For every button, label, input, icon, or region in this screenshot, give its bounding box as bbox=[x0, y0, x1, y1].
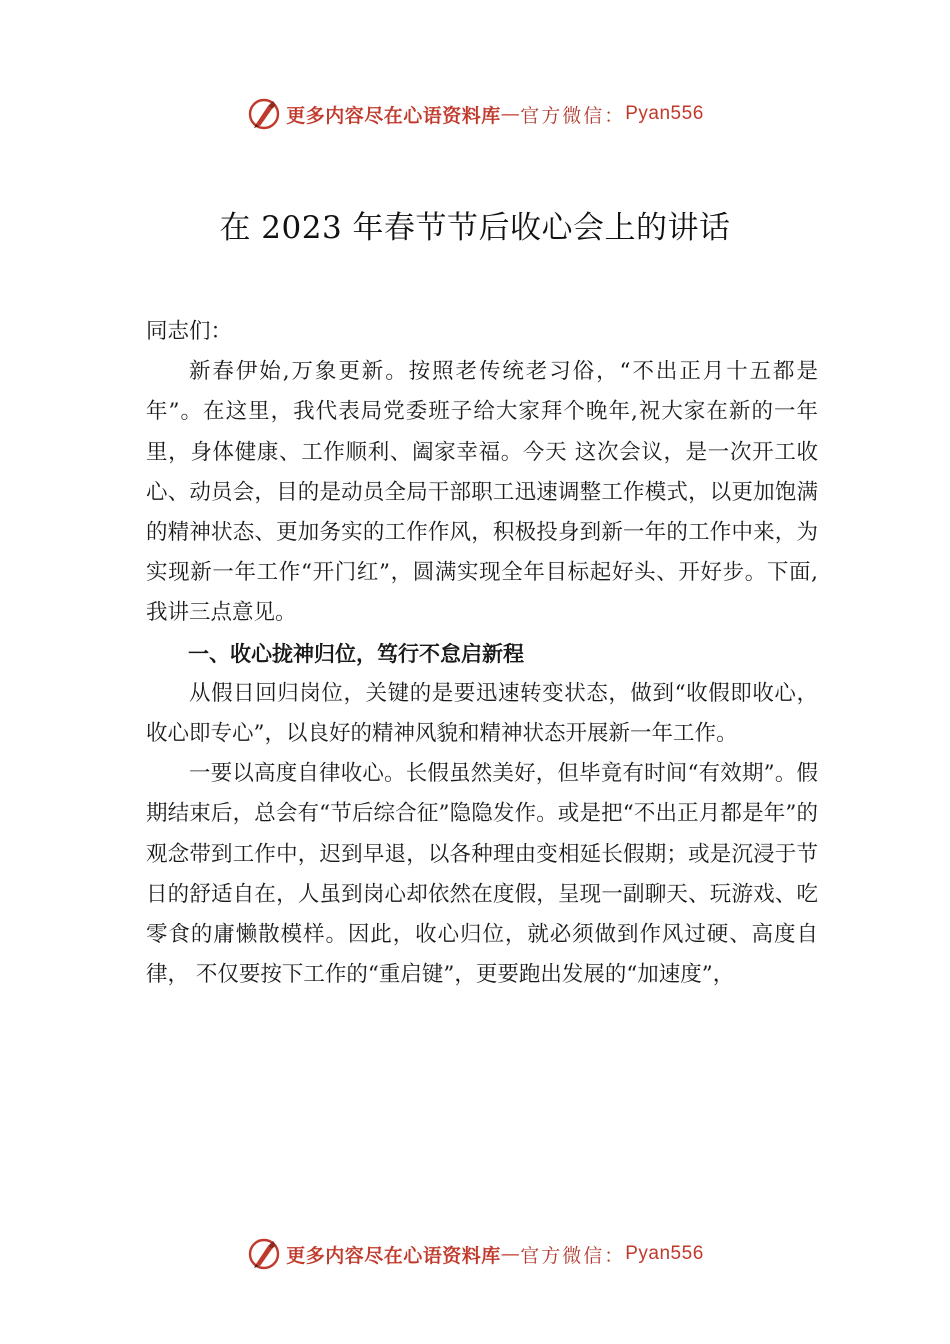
salutation: 同志们： bbox=[146, 319, 233, 344]
watermark-footer bbox=[0, 1232, 950, 1276]
body-paragraph: 一要以高度自律收心。长假虽然美好，但毕竟有时间“有效期”。假期结束后，总会有“节后综合征”隐隐发作。或是把“不出正月都是年”的观念带到工作中，迟到早退，以各种理由变相延长假期；或是沉浸于节日的舒适自在，人虽到岗心却依然在度假，呈现一副聊天、玩游戏、吃零食的庸懒散模样。因此，收心归位，就必须做到作风过硬、高度自律， 不仅要按下工作的“重启键”，更要跑出发展的“加速度”， bbox=[146, 761, 818, 988]
section-heading: 一、收心拢神归位，笃行不怠启新程 bbox=[188, 641, 524, 666]
watermark-dash: — bbox=[500, 1243, 521, 1265]
document-body bbox=[146, 312, 818, 995]
watermark-wechat-id: Pyan556 bbox=[625, 103, 704, 124]
body-paragraph: 新春伊始,万象更新。按照老传统老习俗，“不出正月十五都是年”。在这里，我代表局党委班子给大家拜个晚年,祝大家在新的一年里，身体健康、工作顺利、阖家幸福。今天 这次会议，是一次开工收心、动员会，目的是动员全局干部职工迅速调整工作模式，以更加饱满的精神状态、更加务实的工作作风，积极投身到新一年的工作中来，为实现新一年工作“开门红”，圆满实现全年目标起好头、开好步。下面,我讲三点意见。 bbox=[146, 359, 818, 626]
watermark-library-text: 更多内容尽在心语资料库 bbox=[286, 104, 501, 127]
watermark-library-text: 更多内容尽在心语资料库 bbox=[286, 1244, 501, 1267]
pen-logo-icon bbox=[246, 1236, 282, 1272]
watermark-dash: — bbox=[500, 103, 521, 125]
watermark-wechat-id: Pyan556 bbox=[625, 1243, 704, 1264]
pen-logo-icon bbox=[246, 96, 282, 132]
watermark-official-label: 官方微信： bbox=[520, 104, 626, 127]
document-title: 在 2023 年春节节后收心会上的讲话 bbox=[219, 210, 731, 246]
watermark-official-label: 官方微信： bbox=[520, 1244, 626, 1267]
watermark-header bbox=[0, 92, 950, 136]
body-paragraph: 从假日回归岗位，关键的是要迅速转变状态，做到“收假即收心，收心即专心”，以良好的精神风貌和精神状态开展新一年工作。 bbox=[146, 680, 818, 747]
